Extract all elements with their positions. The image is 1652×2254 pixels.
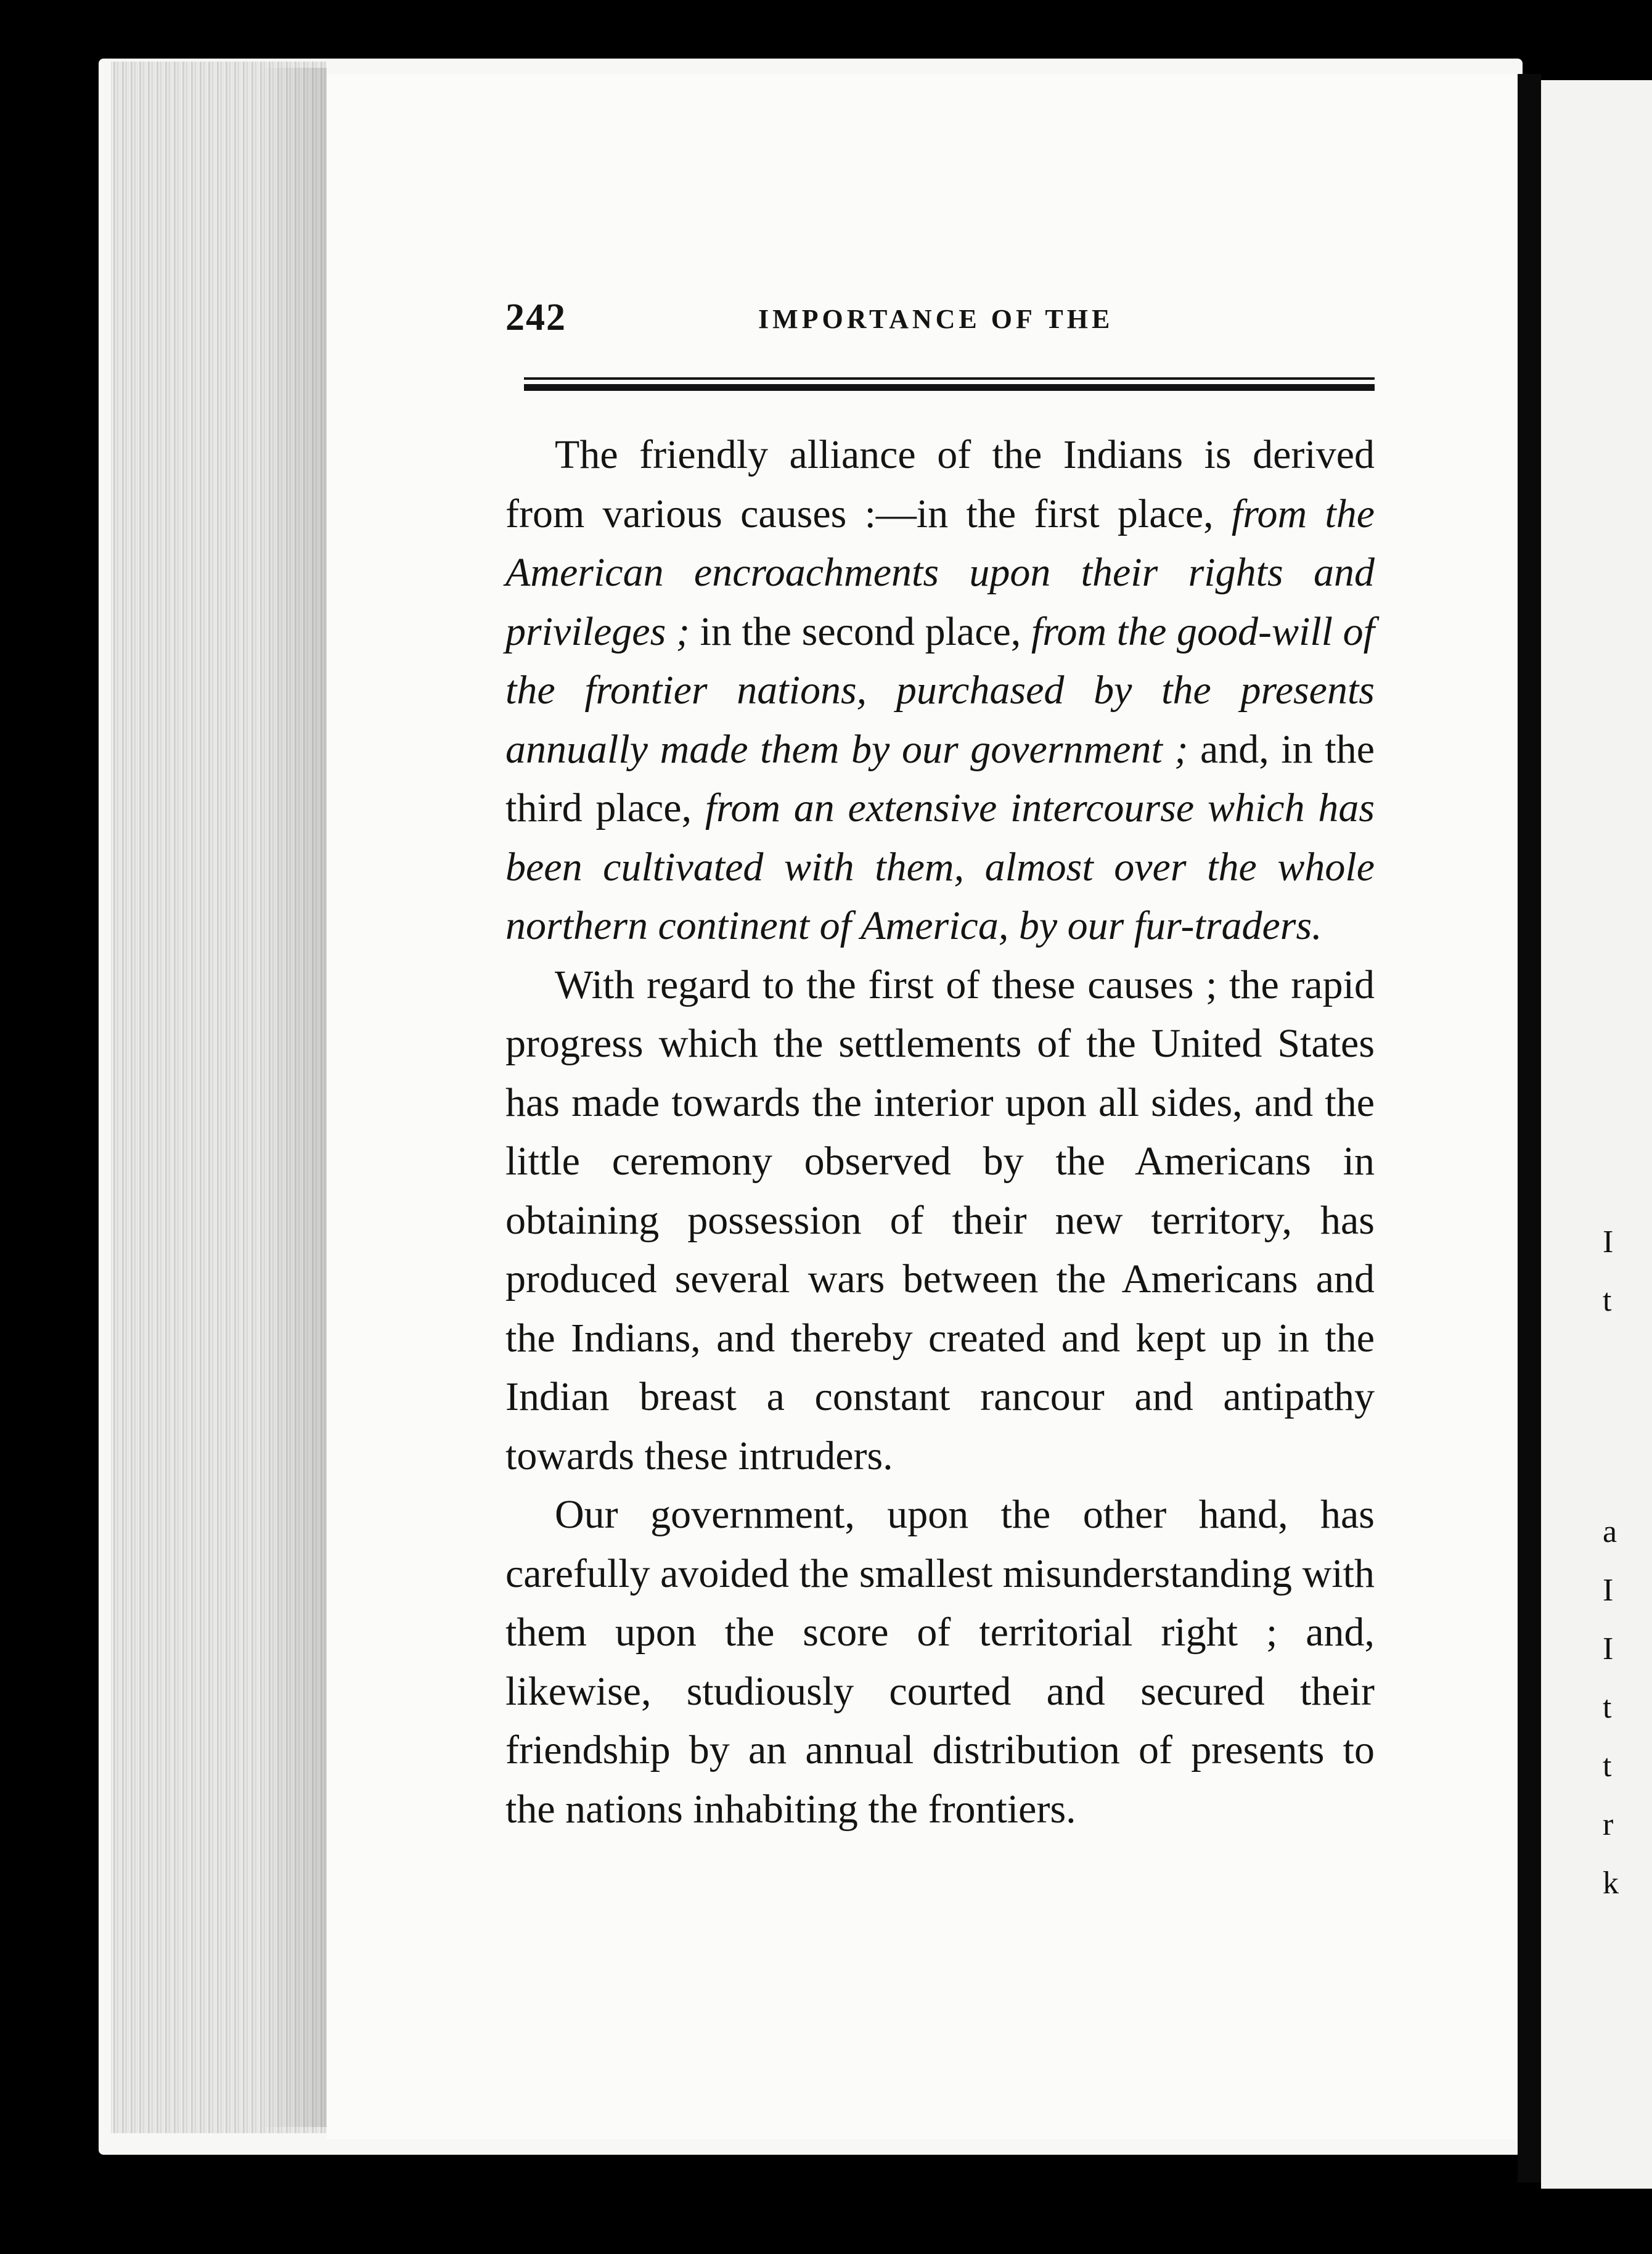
paragraph-1-text-1: The friendly alliance of the Indians is derived from various causes :—in the first place, [505, 432, 1375, 536]
facing-page-fragment: I [1603, 1573, 1614, 1608]
facing-page-fragment: r [1603, 1807, 1614, 1842]
header-rule-thin [524, 377, 1375, 380]
facing-page-fragment: t [1603, 1283, 1612, 1318]
body-text [505, 425, 1375, 1838]
facing-page-fragment: I [1603, 1224, 1614, 1260]
page-number: 242 [505, 297, 566, 338]
paragraph-1-italic-1: from the American encroachments upon their rights and privileges ; [505, 491, 1375, 654]
book-gutter [1518, 74, 1541, 2182]
paragraph-1-italic-3: from an extensive intercourse which has been cultivated with them, almost over the whole northern continent of America, by our fur-traders. [505, 785, 1375, 948]
facing-page-fragment: t [1603, 1748, 1612, 1784]
facing-page-fragment: t [1603, 1690, 1612, 1725]
facing-page [1541, 80, 1652, 2189]
facing-page-fragment: I [1603, 1631, 1614, 1666]
header-rule-thick [524, 384, 1375, 391]
paragraph-1-text-2: in the second place, [689, 609, 1031, 654]
paragraph-3: Our government, upon the other hand, has carefully avoided the smallest misunderstanding with them upon the score of territorial right ; and, likewise, studiously courted and secured their friendship by an annual distribution of presents to the nations inhabiting the frontiers. [505, 1492, 1375, 1832]
page-content [505, 296, 1375, 1832]
paragraph-1 [505, 425, 1375, 956]
page-edges-shadow [259, 68, 327, 2127]
paragraph-1-text-3: and, in the third place, [505, 726, 1375, 830]
running-head: IMPORTANCE OF THE [758, 304, 1114, 334]
paragraph-2: With regard to the first of these causes ; the rapid progress which the settlements of the United States has made towards the interior upon all sides, and the little ceremony observed by the Americans in obtaining possession of their new territory, has produced several wars between the Americans and the Indians, and thereby created and kept up in the Indian breast a constant rancour and antipathy towards these intruders. [505, 962, 1375, 1478]
facing-page-fragment: k [1603, 1866, 1619, 1901]
paragraph-1-italic-2: from the good-will of the frontier nations, purchased by the presents annually made them by our government ; [505, 609, 1375, 772]
page-header [505, 296, 1375, 345]
facing-page-fragment: a [1603, 1514, 1617, 1549]
